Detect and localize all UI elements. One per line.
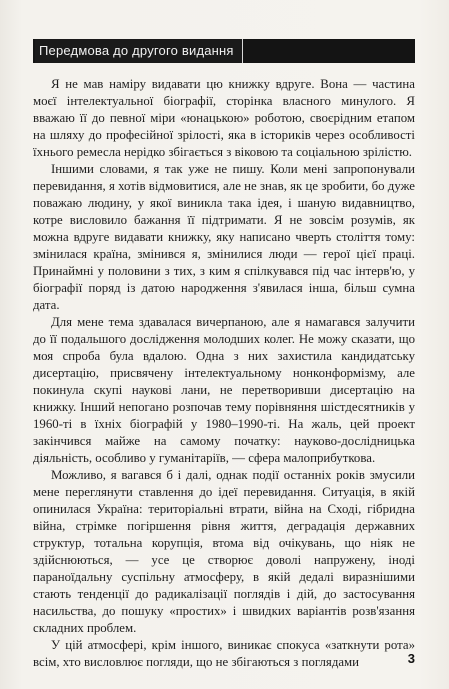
paragraph: Іншими словами, я так уже не пишу. Коли мені запропонували перевидання, я хотів відмовитися, але не знав, як це зробити, бо дуже поважаю людину, у якої виникла така ідея, і шаную видавництво, котре висловило бажання її підтримати. Я не зовсім розумів, як можна вдруге видавати книжку, яку написано чверть століття тому: змінилася країна, змінився я, змінилися люди — герої цієї праці. Принаймні у половини з тих, з ким я спілкувався під час інтерв'ю, у біографії поряд із датою народження з'явилася інша, більш сумна дата. xyxy=(33,162,415,312)
body-text xyxy=(33,76,415,671)
section-header-bar xyxy=(33,39,415,63)
paragraph: У цій атмосфері, крім іншого, виникає спокуса «заткнути рота» всім, хто висловлює погляди, що не збігаються з поглядами xyxy=(33,638,415,669)
paragraph: Можливо, я вагався б і далі, однак події останніх років змусили мене переглянути ставлення до ідеї перевидання. Ситуація, в якій опинилася Україна: територіальні втрати, війна на Сході, гібридна війна, стрімке погіршення рівня життя, деградація державних структур, тотальна корупція, втома від очікувань, що ніяк не здійснюються, — усе це створює доволі напружену, іноді параноїдальну суспільну атмосферу, в якій дедалі виразнішими стають тенденції до радикалізації поглядів і дій, до застосування насильства, до пошуку «простих» і швидких варіантів розв'язання складних проблем. xyxy=(33,468,415,635)
paragraph: Для мене тема здавалася вичерпаною, але я намагався залучити до її подальшого дослідження молодших колег. Не можу сказати, що моя спроба була вдалою. Одна з них захистила кандидатську дисертацію, присвячену інтелектуальному нонконформізму, але покинула скупі наукові лани, не перетворивши дисертацію на книжку. Інший непогано розпочав тему порівняння шістдесятників у 1960-ті в їхніх біографій у 1980–1990-ті. На жаль, цей проект закінчився майже на самому початку: науково-дослідницька діяльність, особливо у гуманітаріїв, — сфера малоприбуткова. xyxy=(33,315,415,465)
section-title: Передмова до другого видання xyxy=(35,39,243,63)
paragraph: Я не мав наміру видавати цю книжку вдруге. Вона — частина моєї інтелектуальної біографії, сторінка власного минулого. Я вважаю її до певної міри «юнацькою» роботою, своєрідним етапом на шляху до професійної зрілості, яка в істориків через особливості їхнього ремесла нерідко збігається з віковою та соціальною зрілістю. xyxy=(33,77,415,159)
page-number: 3 xyxy=(407,651,415,666)
